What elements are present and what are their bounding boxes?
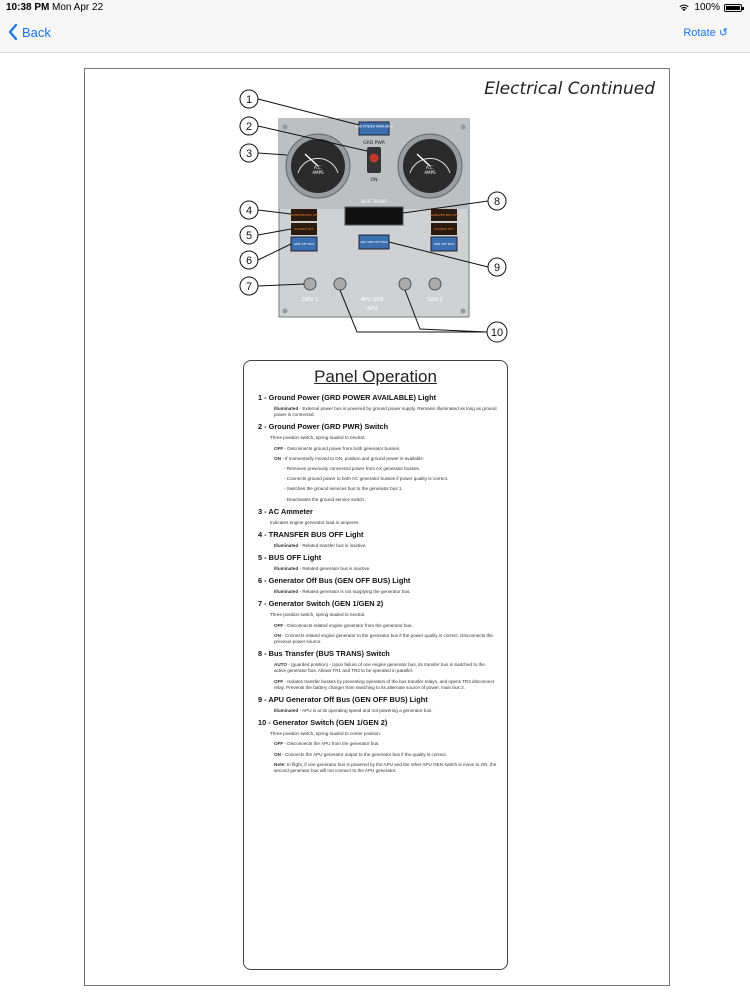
operation-section — [258, 599, 498, 645]
status-time: 10:38 PM — [6, 2, 50, 13]
operation-section — [258, 576, 498, 595]
left-ammeter-amps: AMPS — [312, 170, 324, 175]
document-title: Electrical Continued — [484, 79, 655, 99]
operation-section — [258, 553, 498, 572]
chevron-left-icon — [8, 24, 18, 40]
rotate-button[interactable]: Rotate ↺ — [683, 27, 728, 39]
operation-section-heading: 4 - TRANSFER BUS OFF Light — [258, 529, 364, 539]
operation-section — [258, 695, 498, 714]
status-right — [678, 2, 742, 13]
back-label: Back — [22, 24, 51, 40]
operation-item: OFF - Disconnects ground power from both generator busses. — [274, 445, 401, 451]
bus-trans-label: BUS TRANS — [361, 200, 387, 205]
operation-item: Illuminated - Related generator is not supplying the generator bus. — [274, 589, 411, 595]
operation-item: Illuminated - Related generator bus is inactive. — [274, 566, 371, 572]
operation-section-heading: 10 - Generator Switch (GEN 1/GEN 2) — [258, 718, 388, 728]
operation-item: - Switches the ground services bus to the generator bus 1. — [284, 486, 403, 492]
operation-item: ON - If momentarily moved to ON, position and ground power is available: — [274, 455, 425, 461]
left-transfer-bus-off-text: TRANSFER BUS OFF — [289, 213, 319, 217]
gen1-toggle-left — [304, 278, 316, 290]
operation-section-heading: 2 - Ground Power (GRD PWR) Switch — [258, 422, 389, 432]
callout-8: 8 — [493, 196, 501, 208]
grd-power-light-label: GRD POWER AVAILABLE — [354, 124, 394, 129]
operation-item: ON - Connects the APU generator output to the generator bus if the quality is correct. — [274, 751, 447, 757]
left-ammeter-ac: A.C. — [313, 165, 323, 170]
operation-item: Indicates engine generator load in amperes. — [270, 519, 360, 525]
callout-1: 1 — [245, 94, 253, 106]
operation-item: Three position switch, spring-loaded to neutral. — [270, 435, 366, 441]
apu-gen-off-bus-text: APU GEN OFF BUS — [360, 240, 388, 244]
operation-item: Illuminated - Related transfer bus is inactive. — [274, 542, 367, 548]
operation-section-heading: 9 - APU Generator Off Bus (GEN OFF BUS) Light — [258, 694, 428, 704]
operation-item: OFF - Disconnects related engine generator from the generator bus. — [274, 622, 413, 628]
operation-item: Illuminated - External power bus is powered by ground power supply. Remains illuminated as long as ground power is connected. — [274, 406, 497, 418]
bus-trans-switch — [345, 207, 403, 225]
panel-operation-sections — [258, 393, 498, 778]
operation-section-heading: 1 - Ground Power (GRD POWER AVAILABLE) Light — [258, 393, 437, 402]
callout-7: 7 — [245, 281, 253, 293]
operation-section — [258, 393, 498, 418]
operation-section — [258, 422, 498, 502]
operation-section-heading: 6 - Generator Off Bus (GEN OFF BUS) Light — [258, 576, 411, 586]
battery-percent: 100% — [694, 2, 720, 13]
status-date: Mon Apr 22 — [52, 2, 104, 13]
grd-pwr-knob — [370, 154, 379, 163]
right-gen-off-bus-text: GEN OFF BUS — [433, 242, 455, 246]
operation-section-heading: 8 - Bus Transfer (BUS TRANS) Switch — [258, 649, 390, 659]
apu-label: APU — [366, 306, 378, 312]
apu-gen-label: APU GEN — [360, 297, 384, 303]
right-transfer-bus-off-text: TRANSFER BUS OFF — [429, 213, 459, 217]
gen2-label: GEN 2 — [427, 297, 443, 303]
battery-icon — [724, 4, 742, 12]
panel-operation-box — [243, 360, 508, 970]
right-ammeter-ac: A.C. — [425, 165, 435, 170]
operation-item: Illuminated - APU is at its operating speed and not powering a generator bus. — [274, 707, 433, 713]
operation-item: Three position switch, spring-loaded to neutral. — [270, 612, 366, 618]
gen2-toggle-right — [429, 278, 441, 290]
callout-4: 4 — [245, 205, 253, 217]
apu-toggle-left — [334, 278, 346, 290]
operation-section-heading: 3 - AC Ammeter — [258, 506, 313, 516]
electrical-panel-figure — [235, 89, 510, 349]
right-source-off-text: SOURCE OFF — [434, 227, 454, 231]
operation-section — [258, 530, 498, 549]
callout-5: 5 — [245, 230, 253, 242]
callout-10: 10 — [490, 327, 504, 339]
document-page — [84, 68, 670, 986]
apu-toggle-right — [399, 278, 411, 290]
right-ammeter-amps: AMPS — [424, 170, 436, 175]
operation-item: - Deactivates the ground service switch. — [284, 496, 366, 502]
operation-section — [258, 718, 498, 774]
callout-6: 6 — [245, 255, 253, 267]
status-bar — [0, 0, 750, 16]
operation-section-heading: 5 - BUS OFF Light — [258, 553, 322, 563]
operation-item: - Removes previously connected power from AX generator busses. — [284, 465, 421, 471]
operation-section — [258, 507, 498, 526]
operation-section — [258, 649, 498, 691]
operation-section-heading: 7 - Generator Switch (GEN 1/GEN 2) — [258, 599, 384, 609]
callout-2: 2 — [245, 121, 253, 133]
wifi-icon — [678, 4, 690, 12]
operation-item: OFF - Isolates transfer busses by preventing operation of the bus transfer relays, and opens TR3 disconnect relay. Prevents the battery charger from switching to its alternate source of power, main bus 2. — [274, 678, 495, 690]
operation-item: OFF - Disconnects the APU from the generator bus. — [274, 741, 380, 747]
grd-pwr-label: GRD PWR — [363, 141, 385, 146]
callout-9: 9 — [493, 262, 501, 274]
operation-item: ON - Connects related engine generator to the generator bus if the power quality is correct. Disconnects the previous power source. — [274, 632, 493, 644]
left-gen-off-bus-text: GEN OFF BUS — [293, 242, 315, 246]
gen1-label: GEN 1 — [302, 297, 318, 303]
nav-bar — [0, 16, 750, 53]
left-source-off-text: SOURCE OFF — [294, 227, 314, 231]
back-button[interactable] — [8, 24, 51, 40]
operation-item: Three position switch, spring-loaded to center position. — [270, 731, 382, 737]
operation-item: Note: In flight, if one generator bus is powered by the APU and the other APU GEN switch is move to ON, the second generator bus will not connect to the APU generator. — [274, 761, 497, 773]
operation-item: - Connects ground power to both AC generator busses if power quality is correct. — [284, 476, 449, 482]
operation-item: AUTO - (guarded position) - Upon failure of one engine generator bus, its transfer bus is switched to the active generator bus. Allows TR1 and TR2 to be operated in parallel. — [274, 662, 485, 674]
grd-pwr-on-label: ON — [370, 178, 378, 183]
callout-3: 3 — [245, 148, 253, 160]
panel-operation-title: Panel Operation — [314, 367, 437, 386]
